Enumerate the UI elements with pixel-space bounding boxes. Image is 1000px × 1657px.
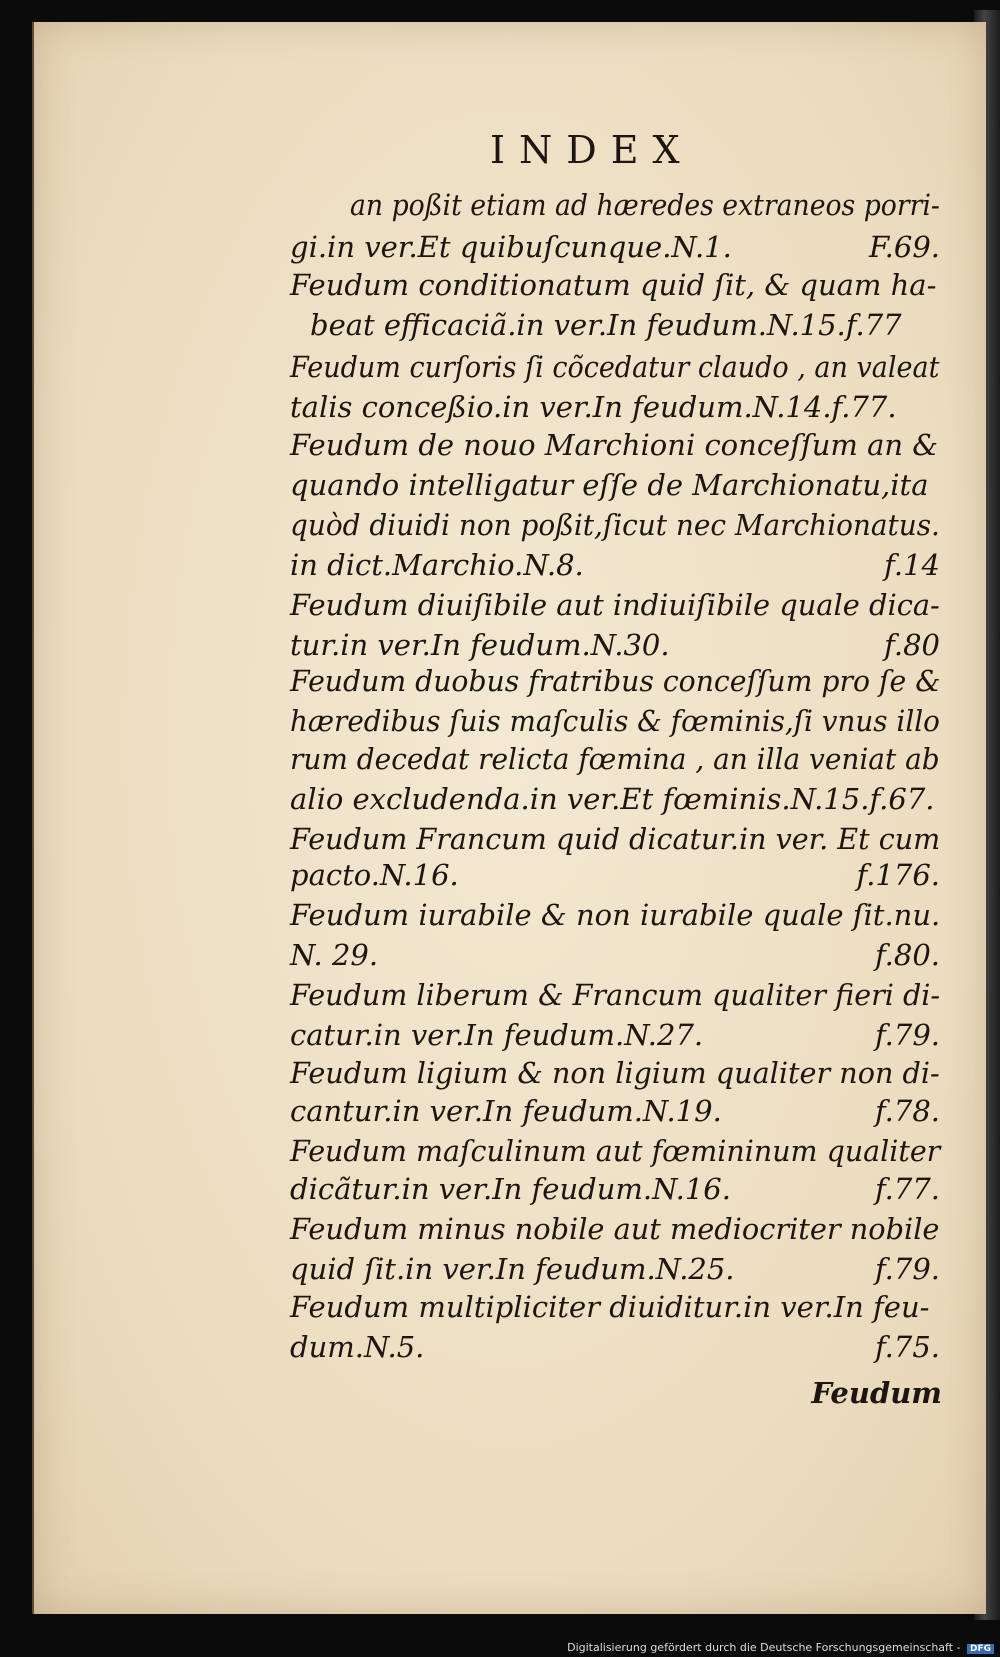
entry-text: beat efficaciã.in ver.In feudum.N.15.f.77 bbox=[310, 308, 902, 342]
index-entry bbox=[290, 1290, 940, 1330]
index-entry bbox=[290, 1330, 940, 1370]
index-entry bbox=[290, 428, 940, 468]
entry-text: quòd diuidi non poßit,ſicut nec Marchionatus. bbox=[290, 508, 940, 542]
index-entry bbox=[290, 858, 940, 898]
entry-text: N. 29. bbox=[290, 938, 379, 972]
entry-text: Feudum conditionatum quid ſit, & quam ha- bbox=[290, 268, 937, 302]
entry-text: Feudum ligium & non ligium qualiter non di- bbox=[290, 1056, 940, 1090]
index-entry bbox=[290, 1212, 940, 1252]
entry-page-ref: f.14 bbox=[884, 548, 940, 582]
index-entry bbox=[290, 1252, 940, 1292]
index-entry bbox=[290, 1172, 940, 1212]
entry-text: an poßit etiam ad hæredes extraneos porri- bbox=[350, 188, 940, 222]
index-entry bbox=[290, 268, 940, 308]
entry-page-ref: f.80. bbox=[874, 938, 940, 972]
dfg-logo: DFG bbox=[967, 1644, 994, 1654]
index-entry bbox=[290, 230, 940, 270]
page-header: INDEX bbox=[490, 128, 694, 172]
index-entry bbox=[290, 390, 940, 430]
entry-text: Feudum de nouo Marchioni conceſſum an & bbox=[290, 428, 939, 462]
index-entry bbox=[290, 1018, 940, 1058]
entry-text: quando intelligatur eſſe de Marchionatu,ita bbox=[290, 468, 929, 502]
entry-page-ref: f.80 bbox=[884, 628, 940, 662]
entry-text: Feudum maſculinum aut fœmininum qualiter bbox=[290, 1134, 941, 1168]
entry-text: tur.in ver.In feudum.N.30. bbox=[290, 628, 670, 662]
entry-text: alio excludenda.in ver.Et fœminis.N.15.f.67. bbox=[290, 782, 935, 816]
entry-text: Feudum diuiſibile aut indiuiſibile quale dica- bbox=[290, 588, 940, 622]
entry-text: cantur.in ver.In feudum.N.19. bbox=[290, 1094, 722, 1128]
index-entry bbox=[290, 822, 940, 862]
index-entry bbox=[290, 350, 940, 390]
index-entry bbox=[290, 742, 940, 782]
entry-page-ref: f.78. bbox=[874, 1094, 940, 1128]
index-entry bbox=[290, 508, 940, 548]
entry-text: dicãtur.in ver.In feudum.N.16. bbox=[290, 1172, 731, 1206]
index-entry bbox=[290, 978, 940, 1018]
index-entry bbox=[290, 1056, 940, 1096]
catchword: Feudum bbox=[811, 1376, 942, 1410]
index-entry bbox=[290, 588, 940, 628]
entry-page-ref: f.79. bbox=[874, 1252, 940, 1286]
entry-page-ref: f.79. bbox=[874, 1018, 940, 1052]
entry-text: Feudum multipliciter diuiditur.in ver.In feu- bbox=[290, 1290, 930, 1324]
footer-credit-text: Digitalisierung gefördert durch die Deutsche Forschungsgemeinschaft - bbox=[567, 1641, 961, 1654]
entry-text: pacto.N.16. bbox=[290, 858, 459, 892]
index-entry bbox=[290, 782, 940, 822]
entry-page-ref: F.69. bbox=[869, 230, 940, 264]
entry-text: talis conceßio.in ver.In feudum.N.14.f.77. bbox=[290, 390, 897, 424]
entry-page-ref: f.75. bbox=[874, 1330, 940, 1364]
index-entry bbox=[290, 938, 940, 978]
index-entry bbox=[290, 628, 940, 668]
index-entry bbox=[290, 1134, 940, 1174]
entry-text: rum decedat relicta fœmina , an illa veniat ab bbox=[290, 742, 940, 776]
entry-text: Feudum iurabile & non iurabile quale ſit.nu. bbox=[290, 898, 941, 932]
entry-text: quid ſit.in ver.In feudum.N.25. bbox=[290, 1252, 735, 1286]
index-entry bbox=[290, 468, 940, 508]
entry-text: Feudum liberum & Francum qualiter fieri di- bbox=[290, 978, 941, 1012]
index-entry bbox=[290, 548, 940, 588]
index-entry bbox=[290, 1094, 940, 1134]
index-entry bbox=[290, 704, 940, 744]
entry-page-ref: f.77. bbox=[874, 1172, 940, 1206]
index-entry bbox=[290, 898, 940, 938]
entry-text: Feudum duobus fratribus conceſſum pro ſe & bbox=[290, 664, 941, 698]
entry-page-ref: f.176. bbox=[856, 858, 940, 892]
entry-text: gi.in ver.Et quibuſcunque.N.1. bbox=[290, 230, 732, 264]
entry-text: Feudum curſoris ſi cõcedatur claudo , an valeat bbox=[290, 350, 940, 384]
entry-text: in dict.Marchio.N.8. bbox=[290, 548, 584, 582]
index-entry bbox=[290, 188, 940, 228]
index-entry bbox=[290, 308, 940, 348]
entry-text: dum.N.5. bbox=[290, 1330, 425, 1364]
index-entry bbox=[290, 664, 940, 704]
entry-text: Feudum Francum quid dicatur.in ver. Et cum bbox=[290, 822, 941, 856]
entry-text: Feudum minus nobile aut mediocriter nobile bbox=[290, 1212, 940, 1246]
entry-text: catur.in ver.In feudum.N.27. bbox=[290, 1018, 704, 1052]
footer-credit bbox=[567, 1641, 994, 1654]
entry-text: hæredibus ſuis maſculis & fœminis,ſi vnus illo bbox=[290, 704, 940, 738]
